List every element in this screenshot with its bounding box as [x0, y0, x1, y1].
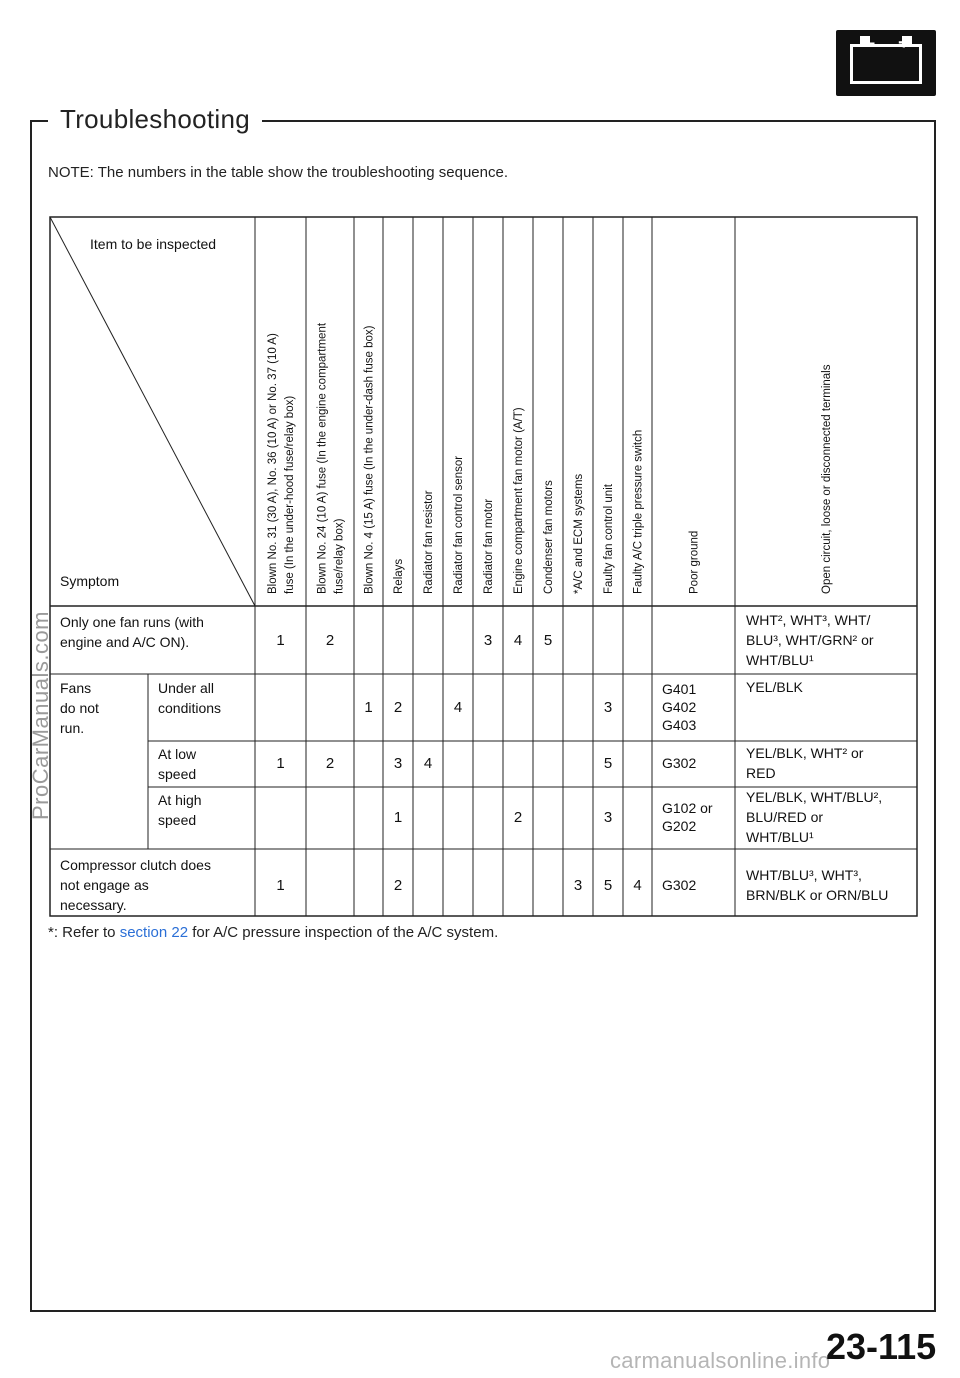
sequence-number: 5 — [543, 632, 553, 649]
sequence-number: 1 — [276, 877, 285, 894]
corner-item-label: Item to be inspected — [90, 236, 217, 252]
wire-color: BRN/BLK or ORN/BLU — [746, 887, 889, 903]
sequence-number: 1 — [276, 632, 285, 649]
column-heading: Radiator fan motor — [483, 498, 495, 594]
column-heading: Faulty A/C triple pressure switch — [632, 429, 645, 594]
column-heading: Engine compartment fan motor (A/T) — [513, 407, 525, 594]
sequence-number: 3 — [573, 877, 583, 894]
column-heading: Faulty fan control unit — [603, 484, 615, 594]
wire-color: YEL/BLK — [746, 679, 803, 695]
wire-color: WHT/BLU³, WHT³, — [746, 867, 862, 883]
symptom-sublabel: speed — [158, 812, 197, 828]
column-heading: fuse/relay box) — [333, 518, 346, 594]
column-heading: *A/C and ECM systems — [573, 473, 585, 594]
symptom-label: engine and A/C ON). — [60, 634, 190, 650]
ground-point: G402 — [662, 699, 697, 715]
symptom-group-label: do not — [60, 700, 99, 716]
sequence-number: 4 — [453, 699, 463, 716]
symptom-group-label: run. — [60, 720, 85, 736]
page-number: 23-115 — [826, 1326, 937, 1367]
symptom-sublabel: Under all — [158, 680, 215, 696]
ground-point: G302 — [662, 877, 697, 893]
sequence-number: 4 — [633, 877, 642, 894]
sequence-number: 3 — [603, 809, 613, 826]
wire-color: BLU/RED or — [746, 809, 824, 825]
watermark-carmanualsonline: carmanualsonline.info — [610, 1348, 831, 1373]
sequence-number: 5 — [603, 755, 613, 772]
sequence-number: 2 — [325, 755, 335, 772]
symptom-sublabel: speed — [158, 766, 197, 782]
column-heading: Blown No. 24 (10 A) fuse (In the engine compartment — [316, 322, 329, 594]
symptom-sublabel: At high — [158, 792, 202, 808]
column-heading: Radiator fan control sensor — [453, 455, 465, 594]
column-heading: Blown No. 4 (15 A) fuse (In the under-dash fuse box) — [363, 325, 376, 594]
wire-color: WHT², WHT³, WHT/ — [746, 612, 871, 628]
ground-point: G202 — [662, 818, 697, 834]
symptom-label: Compressor clutch does — [60, 857, 211, 873]
sequence-number: 3 — [393, 755, 403, 772]
wire-color: YEL/BLK, WHT² or — [746, 745, 864, 761]
ground-point: G401 — [662, 681, 697, 697]
corner-diagonal — [50, 217, 255, 606]
symptom-label: not engage as — [60, 877, 149, 893]
column-heading: Radiator fan resistor — [423, 490, 435, 594]
table-note: NOTE: The numbers in the table show the troubleshooting sequence. — [48, 164, 508, 181]
footnote-prefix: *: Refer to — [48, 924, 120, 941]
corner-symptom-label: Symptom — [60, 573, 120, 589]
footnote-suffix: for A/C pressure inspection of the A/C system. — [188, 924, 499, 941]
column-heading: fuse (In the under-hood fuse/relay box) — [284, 395, 296, 594]
symptom-label: necessary. — [60, 897, 127, 913]
wire-color: YEL/BLK, WHT/BLU², — [746, 789, 883, 805]
column-heading: Relays — [393, 558, 405, 594]
ground-point: G403 — [662, 717, 697, 733]
section-22-link[interactable]: section 22 — [119, 924, 189, 941]
sequence-number: 1 — [393, 809, 403, 826]
column-heading: Poor ground — [688, 530, 701, 594]
wire-color: BLU³, WHT/GRN² or — [746, 632, 874, 648]
sequence-number: 2 — [513, 809, 523, 826]
symptom-label: Only one fan runs (with — [60, 614, 204, 630]
symptom-group-label: Fans — [60, 680, 92, 696]
wire-color: RED — [746, 765, 776, 781]
sequence-number: 1 — [364, 699, 373, 716]
column-heading: Condenser fan motors — [543, 480, 555, 594]
symptom-sublabel: At low — [158, 746, 197, 762]
sequence-number: 1 — [276, 755, 285, 772]
sequence-number: 4 — [513, 632, 523, 649]
sequence-number: 3 — [483, 632, 493, 649]
wire-color: WHT/BLU¹ — [746, 652, 814, 668]
sequence-number: 2 — [393, 877, 403, 894]
section-title: Troubleshooting — [48, 104, 262, 135]
ground-point: G102 or — [662, 800, 713, 816]
watermark-procarmanuals: ProCarManuals.com — [28, 610, 53, 820]
wire-color: WHT/BLU¹ — [746, 829, 814, 845]
sequence-number: 5 — [603, 877, 613, 894]
symptom-sublabel: conditions — [158, 700, 222, 716]
sequence-number: 2 — [393, 699, 403, 716]
ground-point: G302 — [662, 755, 697, 771]
sequence-number: 3 — [603, 699, 613, 716]
battery-icon: – + — [836, 30, 936, 96]
sequence-number: 4 — [423, 755, 433, 772]
sequence-number: 2 — [325, 632, 335, 649]
column-heading: Blown No. 31 (30 A), No. 36 (10 A) or No. 37 (10 A) — [267, 333, 279, 594]
column-heading: Open circuit, loose or disconnected terminals — [821, 364, 833, 594]
footnote — [48, 924, 498, 941]
